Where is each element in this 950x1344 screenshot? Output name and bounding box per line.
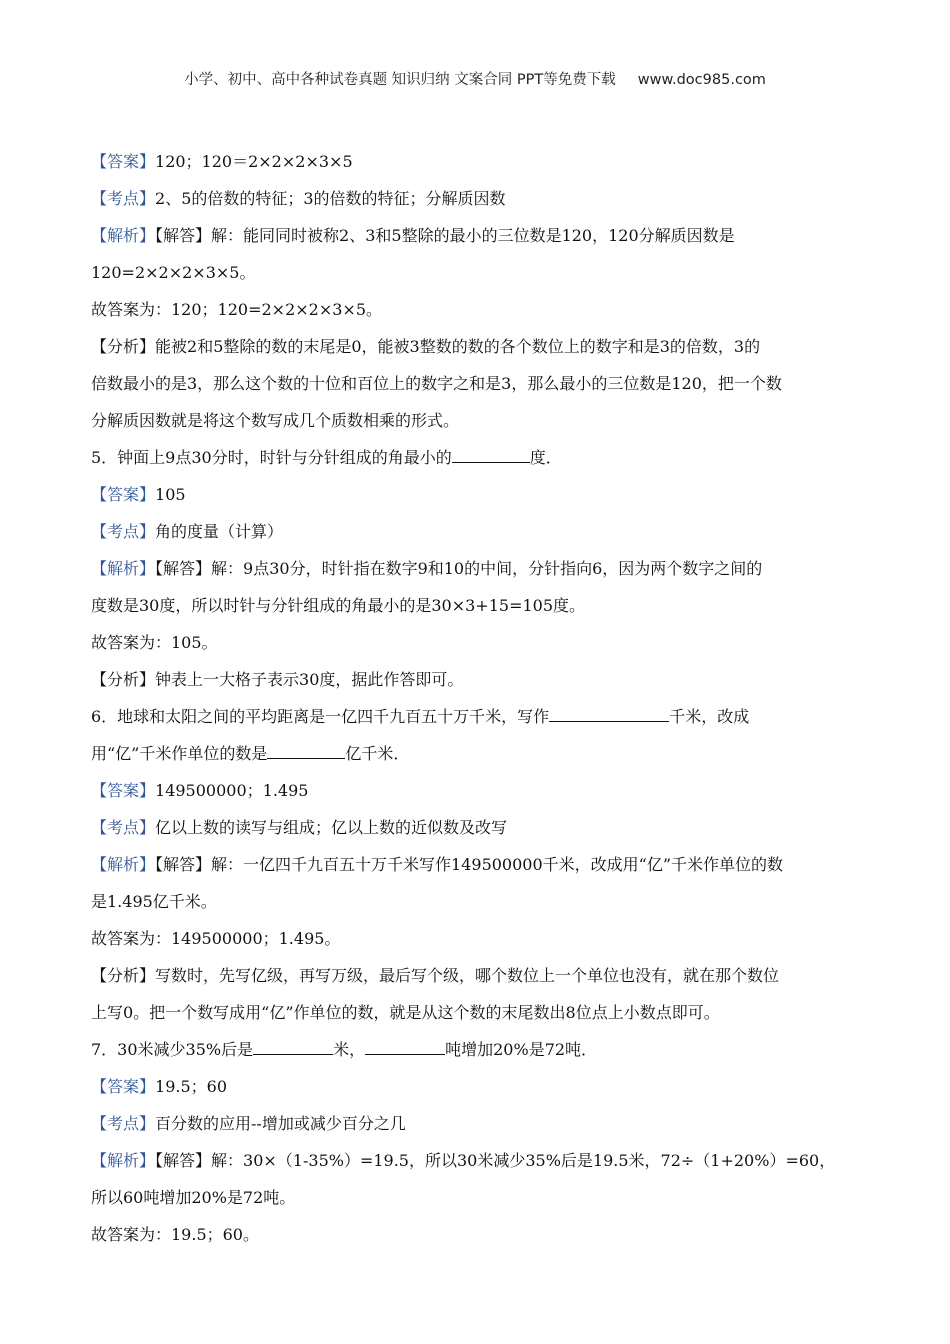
q4-fenxi-cont2: 分解质因数就是将这个数写成几个质数相乘的形式。 <box>91 411 460 430</box>
q5-point: 【考点】角的度量（计算） <box>91 522 284 541</box>
fenxi-tag: 【分析】 <box>91 670 156 689</box>
solve-tag: 【解答】 <box>155 1151 212 1170</box>
q7-point: 【考点】百分数的应用--增加或减少百分之几 <box>91 1114 406 1133</box>
q4-fenxi-cont1: 倍数最小的是3，那么这个数的十位和百位上的数字之和是3，那么最小的三位数是120，把一个数 <box>91 374 782 393</box>
answer-blank <box>452 461 530 463</box>
answer-blank <box>549 720 669 722</box>
answer-tag: 【答案】 <box>91 152 156 171</box>
answer-tag: 【答案】 <box>91 1077 156 1096</box>
q4-analysis: 【解析】【解答】解：能同同时被称2、3和5整除的最小的三位数是120，120分解质因数是 <box>91 226 735 245</box>
q6-point: 【考点】亿以上数的读写与组成；亿以上数的近似数及改写 <box>91 818 508 837</box>
q7-stem: 7．30米减少35%后是 米， 吨增加20%是72吨． <box>91 1040 598 1059</box>
solve-tag: 【解答】 <box>155 226 212 245</box>
q6-stem-cont: 用“亿”千米作单位的数是 亿千米． <box>91 744 410 763</box>
q5-analysis: 【解析】【解答】解：9点30分，时针指在数字9和10的中间，分针指向6，因为两个数字之间的 <box>91 559 763 578</box>
q4-analysis-cont: 120=2×2×2×3×5。 <box>91 263 256 282</box>
page-header <box>0 68 950 89</box>
answer-tag: 【答案】 <box>91 485 156 504</box>
point-tag: 【考点】 <box>91 1114 156 1133</box>
solve-tag: 【解答】 <box>155 855 212 874</box>
point-tag: 【考点】 <box>91 818 156 837</box>
answer-blank <box>267 757 345 759</box>
answer-blank <box>253 1053 333 1055</box>
q7-answer: 【答案】19.5；60 <box>91 1077 228 1096</box>
q6-final: 故答案为：149500000；1.495。 <box>91 929 341 948</box>
q7-analysis: 【解析】【解答】解：30×（1-35%）=19.5，所以30米减少35%后是19.5米，72÷（1+20%）=60， <box>91 1151 836 1170</box>
q7-final: 故答案为：19.5；60。 <box>91 1225 259 1244</box>
q6-analysis: 【解析】【解答】解：一亿四千九百五十万千米写作149500000千米，改成用“亿”千米作单位的数 <box>91 855 784 874</box>
q4-point: 【考点】2、5的倍数的特征；3的倍数的特征；分解质因数 <box>91 189 506 208</box>
q4-fenxi: 【分析】能被2和5整除的数的末尾是0，能被3整数的数的各个数位上的数字和是3的倍数，3的 <box>91 337 761 356</box>
q4-final: 故答案为：120；120=2×2×2×3×5。 <box>91 300 383 319</box>
analysis-tag: 【解析】 <box>91 1151 156 1170</box>
point-tag: 【考点】 <box>91 189 156 208</box>
analysis-tag: 【解析】 <box>91 559 156 578</box>
q6-stem: 6．地球和太阳之间的平均距离是一亿四千九百五十万千米，写作 千米，改成 <box>91 707 750 726</box>
document-body <box>91 143 863 1253</box>
q6-answer: 【答案】149500000；1.495 <box>91 781 309 800</box>
q5-analysis-cont: 度数是30度，所以时针与分针组成的角最小的是30×3+15=105度。 <box>91 596 586 615</box>
header-text: 小学、初中、高中各种试卷真题 知识归纳 文案合同 PPT等免费下载 <box>184 72 616 88</box>
q6-fenxi: 【分析】写数时，先写亿级，再写万级，最后写个级，哪个数位上一个单位也没有，就在那个数位 <box>91 966 780 985</box>
q6-fenxi-cont: 上写0。把一个数写成用“亿”作单位的数，就是从这个数的末尾数出8位点上小数点即可。 <box>91 1003 720 1022</box>
q5-stem: 5．钟面上9点30分时，时针与分针组成的角最小的 度． <box>91 448 562 467</box>
analysis-tag: 【解析】 <box>91 855 156 874</box>
q4-answer: 【答案】120；120＝2×2×2×3×5 <box>91 152 353 171</box>
q6-analysis-cont: 是1.495亿千米。 <box>91 892 217 911</box>
q5-fenxi: 【分析】钟表上一大格子表示30度，据此作答即可。 <box>91 670 464 689</box>
answer-tag: 【答案】 <box>91 781 156 800</box>
fenxi-tag: 【分析】 <box>91 966 156 985</box>
solve-tag: 【解答】 <box>155 559 212 578</box>
analysis-tag: 【解析】 <box>91 226 156 245</box>
answer-blank <box>365 1053 445 1055</box>
q5-final: 故答案为：105。 <box>91 633 218 652</box>
point-tag: 【考点】 <box>91 522 156 541</box>
q5-answer: 【答案】105 <box>91 485 186 504</box>
q7-analysis-cont: 所以60吨增加20%是72吨。 <box>91 1188 296 1207</box>
header-site-link[interactable]: www.doc985.com <box>637 72 766 88</box>
fenxi-tag: 【分析】 <box>91 337 156 356</box>
